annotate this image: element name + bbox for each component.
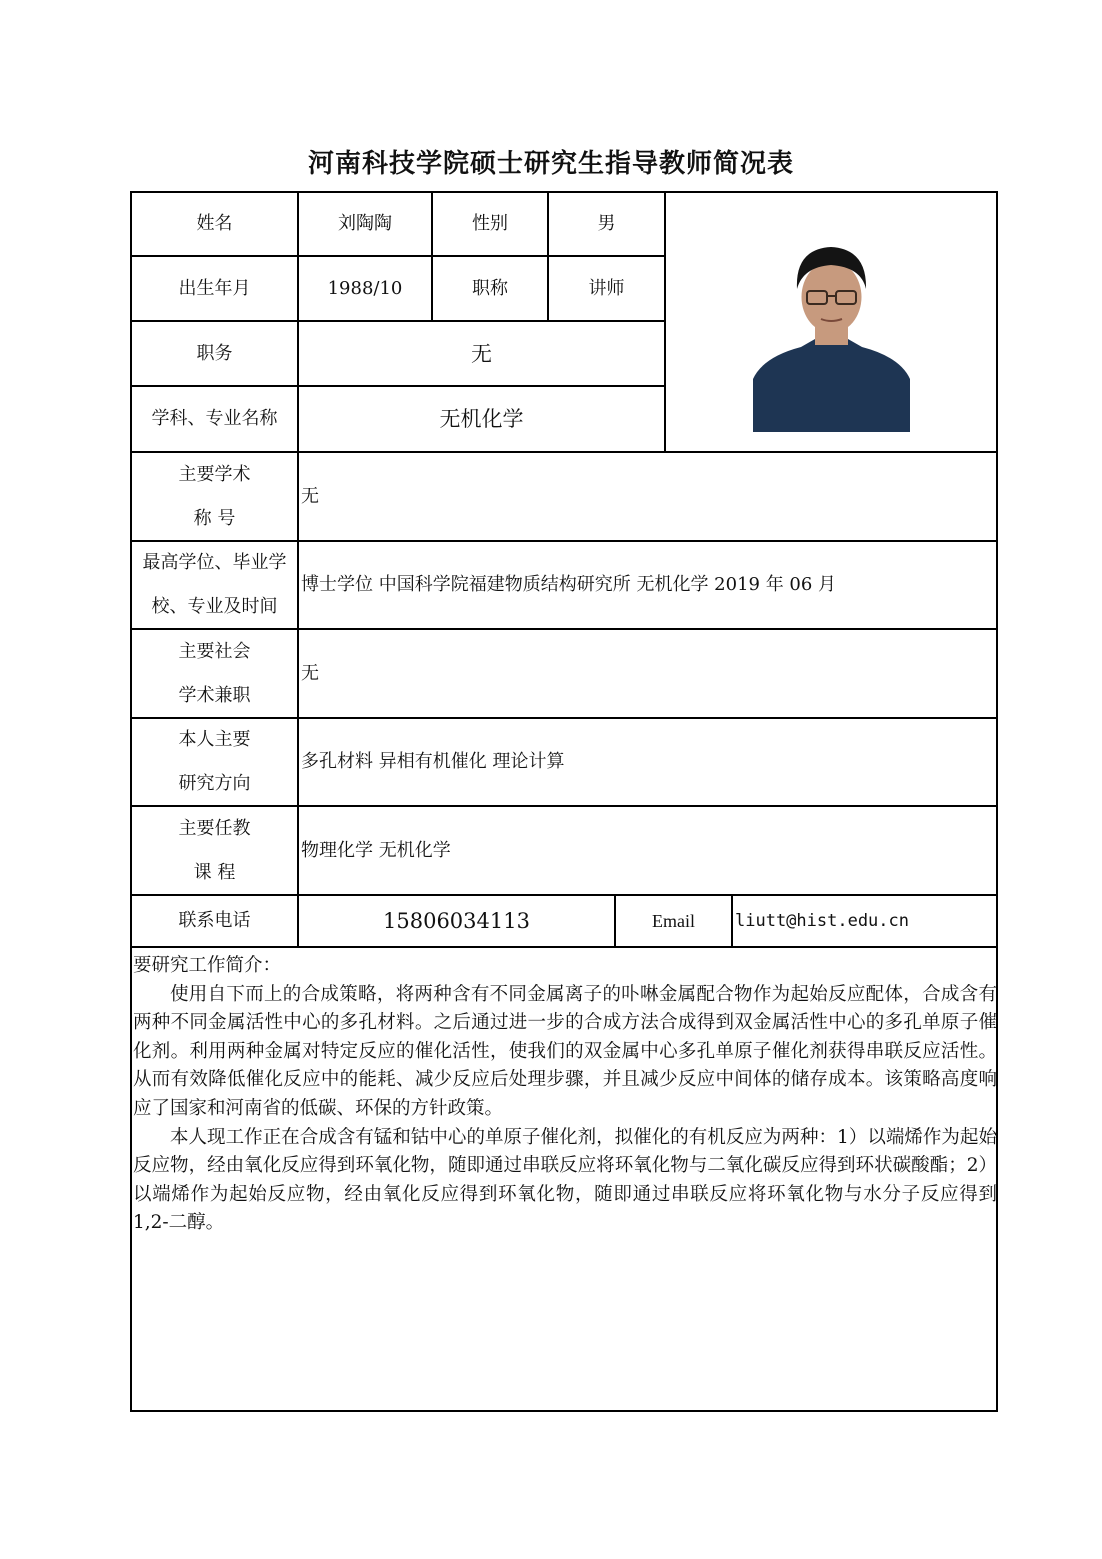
teacher-photo [753,239,910,432]
name-label: 姓名 [196,213,233,234]
summary-paragraph-1: 使用自下而上的合成策略，将两种含有不同金属离子的卟啉金属配合物作为起始反应配体，合成含有两种不同金属活性中心的多孔材料。之后通过进一步的合成方法合成得到双金属活性中心的多孔单原子催化剂。利用两种金属对特定反应的催化活性，使我们的双金属中心多孔单原子催化剂获得串联反应活性。从而有效降低催化反应中的能耗、减少反应后处理步骤，并且减少反应中间体的储存成本。该策略高度响应了国家和河南省的低碳、环保的方针政策。 [133,983,997,1119]
gender-value: 男 [597,213,616,234]
name-value: 刘陶陶 [338,213,392,234]
social-label-line1: 主要社会 [178,640,251,662]
form-title: 河南科技学院硕士研究生指导教师简况表 [307,149,794,179]
academic-title-value: 无 [301,485,319,507]
post-label: 职务 [196,342,233,364]
courses-value: 物理化学 无机化学 [301,839,451,861]
social-label-line2: 学术兼职 [178,684,251,706]
research-value: 多孔材料 异相有机催化 理论计算 [301,751,565,772]
degree-label-line2: 校、专业及时间 [151,596,278,617]
birth-value: 1988/10 [327,277,403,299]
courses-label [132,807,297,894]
research-label-line2: 研究方向 [178,773,251,794]
social-label [132,630,297,717]
portrait-image [753,239,910,432]
academic-title-label-line1: 主要学术 [178,463,251,485]
academic-title-label-line2: 称 号 [193,507,236,529]
research-summary [133,952,997,1238]
discipline-label: 学科、专业名称 [151,408,278,429]
degree-value: 博士学位 中国科学院福建物质结构研究所 无机化学 2019 年 06 月 [301,574,837,595]
summary-heading: 要研究工作简介： [133,955,282,976]
email-label: Email [652,911,695,931]
phone-label: 联系电话 [178,910,251,931]
research-label-line1: 本人主要 [178,729,251,750]
rule-row10 [130,946,998,948]
rank-label: 职称 [472,277,508,299]
courses-label-line2: 课 程 [193,861,236,883]
gender-label: 性别 [472,213,508,234]
rule-col4 [664,191,666,453]
rank-value: 讲师 [588,277,625,299]
summary-paragraph-2: 本人现工作正在合成含有锰和钴中心的单原子催化剂，拟催化的有机反应为两种：1）以端烯作为起始反应物，经由氧化反应得到环氧化物，随即通过串联反应将环氧化物与二氧化碳反应得到环状碳酸酯；2）以端烯作为起始反应物，经由氧化反应得到环氧化物，随即通过串联反应将环氧化物与水分子反应得到 1,2-二醇。 [133,1126,997,1234]
degree-label-line1: 最高学位、毕业学 [142,552,287,573]
degree-label [132,542,297,628]
social-value: 无 [301,662,319,684]
discipline-value: 无机化学 [439,407,524,431]
academic-title-label [132,453,297,540]
email-value: liutt@hist.edu.cn [735,911,909,931]
research-label [132,719,297,805]
courses-label-line1: 主要任教 [178,817,251,839]
birth-label: 出生年月 [178,277,251,299]
post-value: 无 [471,341,492,366]
phone-value: 15806034113 [383,909,530,933]
